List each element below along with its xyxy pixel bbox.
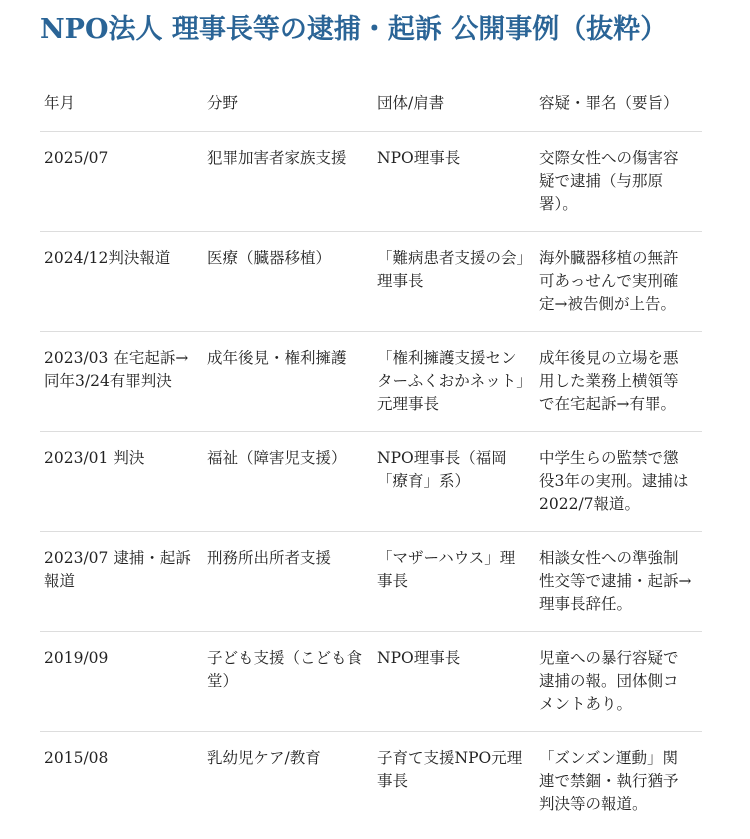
cell-organization: 「権利擁護支援センターふくおかネット」元理事長: [373, 332, 535, 432]
cell-date: 2019/09: [40, 632, 203, 732]
cell-charge: 児童への暴行容疑で逮捕の報。団体側コメントあり。: [535, 632, 702, 732]
cell-field: 成年後見・権利擁護: [203, 332, 373, 432]
table-row: [40, 732, 702, 832]
cell-field: 乳幼児ケア/教育: [203, 732, 373, 832]
cell-field: 福祉（障害児支援）: [203, 432, 373, 532]
table-row: [40, 132, 702, 232]
cell-date: 2025/07: [40, 132, 203, 232]
table-row: [40, 532, 702, 632]
cell-date: 2023/01 判決: [40, 432, 203, 532]
cell-field: 子ども支援（こども食堂）: [203, 632, 373, 732]
table-row: [40, 632, 702, 732]
cell-charge: 相談女性への準強制性交等で逮捕・起訴→理事長辞任。: [535, 532, 702, 632]
cell-date: 2015/08: [40, 732, 203, 832]
cell-field: 犯罪加害者家族支援: [203, 132, 373, 232]
header-organization: 団体/肩書: [377, 94, 445, 112]
header-charge: 容疑・罪名（要旨）: [539, 94, 679, 112]
table-row: [40, 432, 702, 532]
header-row: [40, 92, 702, 132]
cell-field: 刑務所出所者支援: [203, 532, 373, 632]
table-header: [40, 92, 702, 132]
table-body: [40, 132, 702, 832]
cell-charge: 中学生らの監禁で懲役3年の実刑。逮捕は2022/7報道。: [535, 432, 702, 532]
cell-organization: NPO理事長: [373, 132, 535, 232]
cell-date: 2023/07 逮捕・起訴報道: [40, 532, 203, 632]
table-row: [40, 232, 702, 332]
cell-charge: 海外臓器移植の無許可あっせんで実刑確定→被告側が上告。: [535, 232, 702, 332]
cases-table: [40, 92, 702, 831]
cell-organization: 子育て支援NPO元理事長: [373, 732, 535, 832]
table-row: [40, 332, 702, 432]
cell-charge: 成年後見の立場を悪用した業務上横領等で在宅起訴→有罪。: [535, 332, 702, 432]
page-title: NPO法人 理事長等の逮捕・起訴 公開事例（抜粋）: [40, 14, 668, 45]
cell-date: 2024/12判決報道: [40, 232, 203, 332]
cell-field: 医療（臓器移植）: [203, 232, 373, 332]
cell-date: 2023/03 在宅起訴→同年3/24有罪判決: [40, 332, 203, 432]
cell-organization: 「マザーハウス」理事長: [373, 532, 535, 632]
cell-charge: 「ズンズン運動」関連で禁錮・執行猶予判決等の報道。: [535, 732, 702, 832]
header-field: 分野: [207, 94, 239, 112]
cell-organization: 「難病患者支援の会」理事長: [373, 232, 535, 332]
cell-charge: 交際女性への傷害容疑で逮捕（与那原署）。: [535, 132, 702, 232]
cell-organization: NPO理事長: [373, 632, 535, 732]
header-date: 年月: [44, 94, 76, 112]
cell-organization: NPO理事長（福岡「療育」系）: [373, 432, 535, 532]
